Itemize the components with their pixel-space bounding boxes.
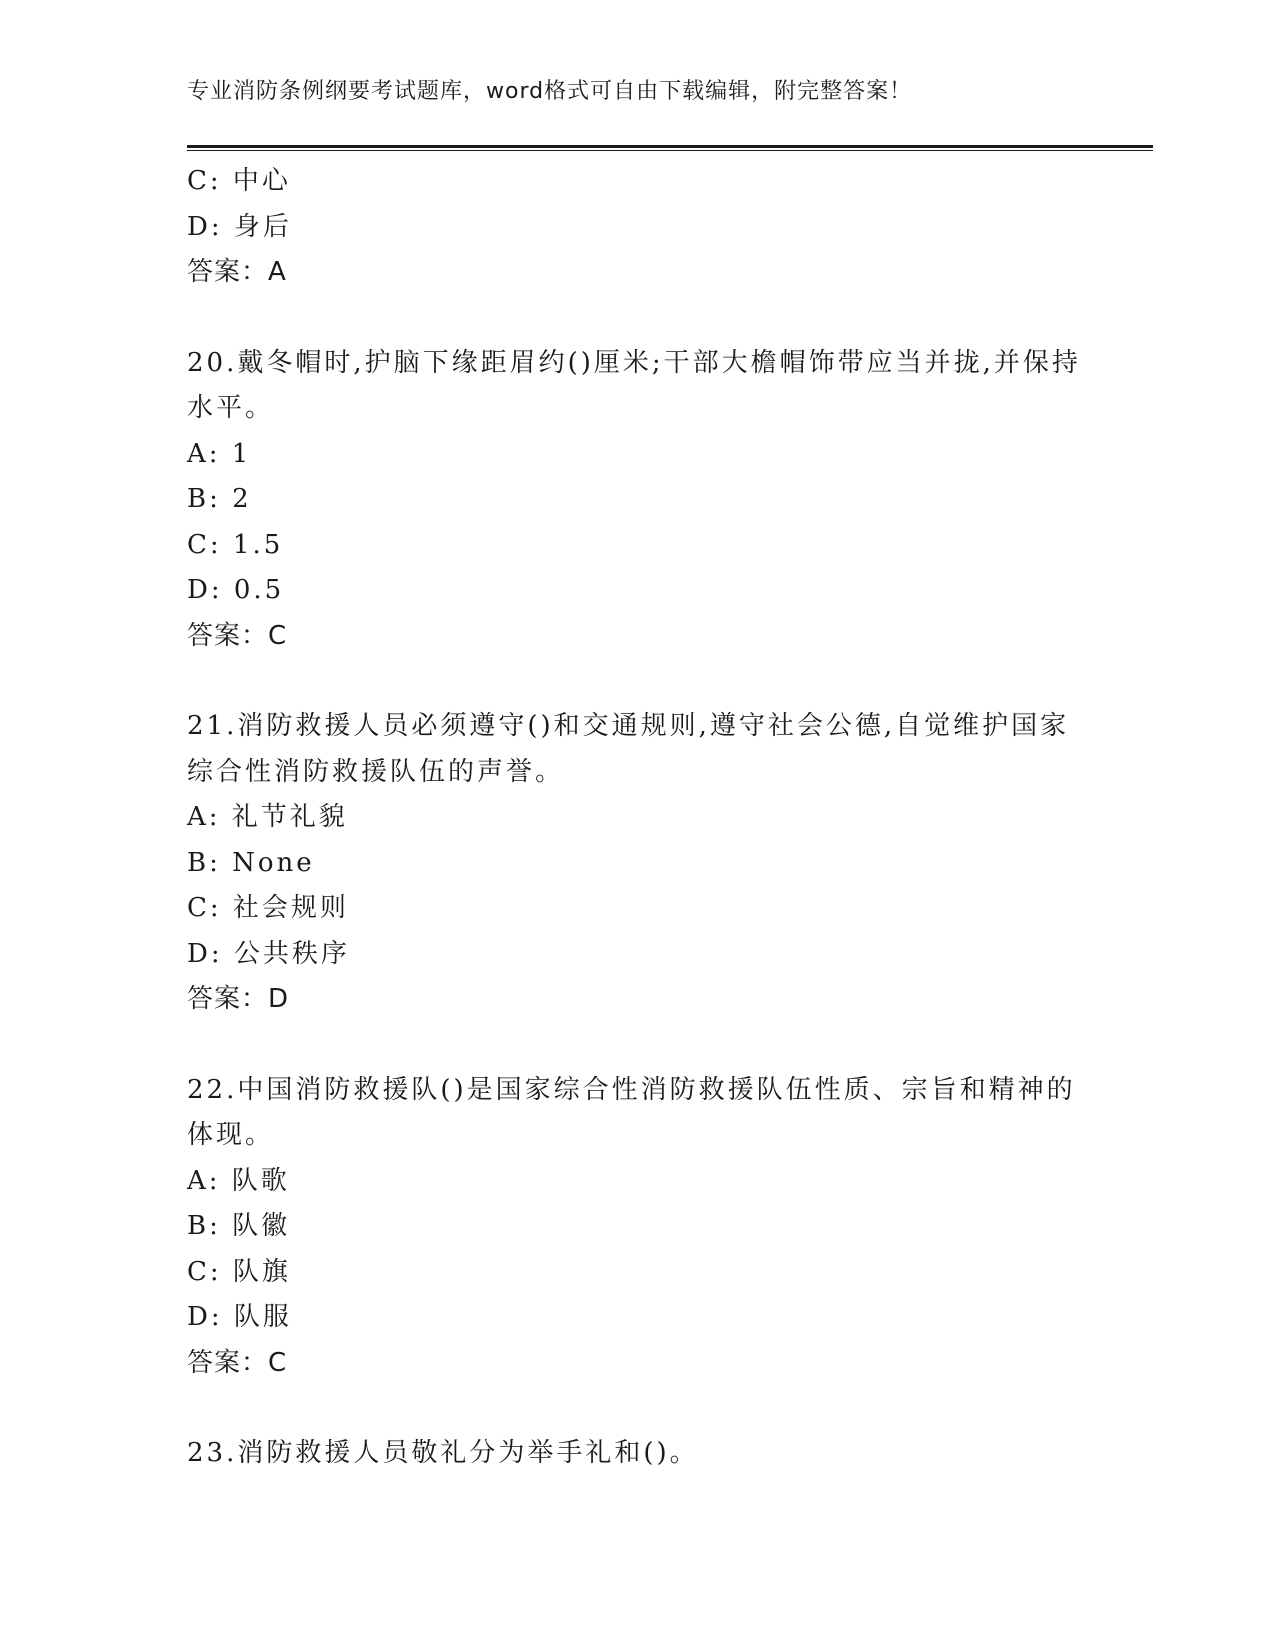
option-a: A: 1 [187, 438, 252, 469]
question-block-23 [187, 1431, 1087, 1477]
option-c: C: 社会规则 [187, 893, 349, 923]
option-d: D: 队服 [187, 1302, 292, 1332]
document-body [187, 159, 1087, 1477]
header-rule-thin [187, 150, 1153, 151]
question-text: 23.消防救援人员敬礼分为举手礼和()。 [187, 1438, 699, 1468]
page-header: 专业消防条例纲要考试题库，word格式可自由下载编辑，附完整答案！ [187, 79, 913, 104]
answer-line: 答案：C [187, 1347, 288, 1378]
option-a: A: 礼节礼貌 [187, 802, 348, 832]
option-b: B: None [187, 847, 315, 878]
question-fragment [187, 159, 1087, 296]
option-a: A: 队歌 [187, 1165, 290, 1196]
option-c: C: 1.5 [187, 529, 284, 560]
question-block-20 [187, 341, 1087, 660]
answer-line: 答案：A [187, 257, 287, 287]
question-text: 20.戴冬帽时,护脑下缘距眉约()厘米;干部大檐帽饰带应当并拢,并保持水平。 [187, 347, 1081, 423]
option-d: D: 身后 [187, 211, 292, 242]
option-b: B: 2 [187, 484, 252, 514]
option-b: B: 队徽 [187, 1211, 291, 1241]
spacer [187, 296, 1087, 341]
answer-line: 答案：C [187, 620, 288, 651]
option-d: D: 0.5 [187, 575, 285, 605]
question-text: 21.消防救援人员必须遵守()和交通规则,遵守社会公德,自觉维护国家综合性消防救援队伍的声誉。 [187, 711, 1070, 787]
option-c: C: 中心 [187, 166, 291, 196]
option-c: C: 队旗 [187, 1256, 291, 1287]
answer-line: 答案：D [187, 984, 290, 1014]
question-text: 22.中国消防救援队()是国家综合性消防救援队伍性质、宗旨和精神的体现。 [187, 1074, 1076, 1150]
option-d: D: 公共秩序 [187, 938, 350, 969]
spacer [187, 1023, 1087, 1068]
question-block-21 [187, 704, 1087, 1023]
question-block-22 [187, 1068, 1087, 1387]
spacer [187, 659, 1087, 704]
spacer [187, 1386, 1087, 1431]
header-rule-thick [187, 145, 1153, 148]
